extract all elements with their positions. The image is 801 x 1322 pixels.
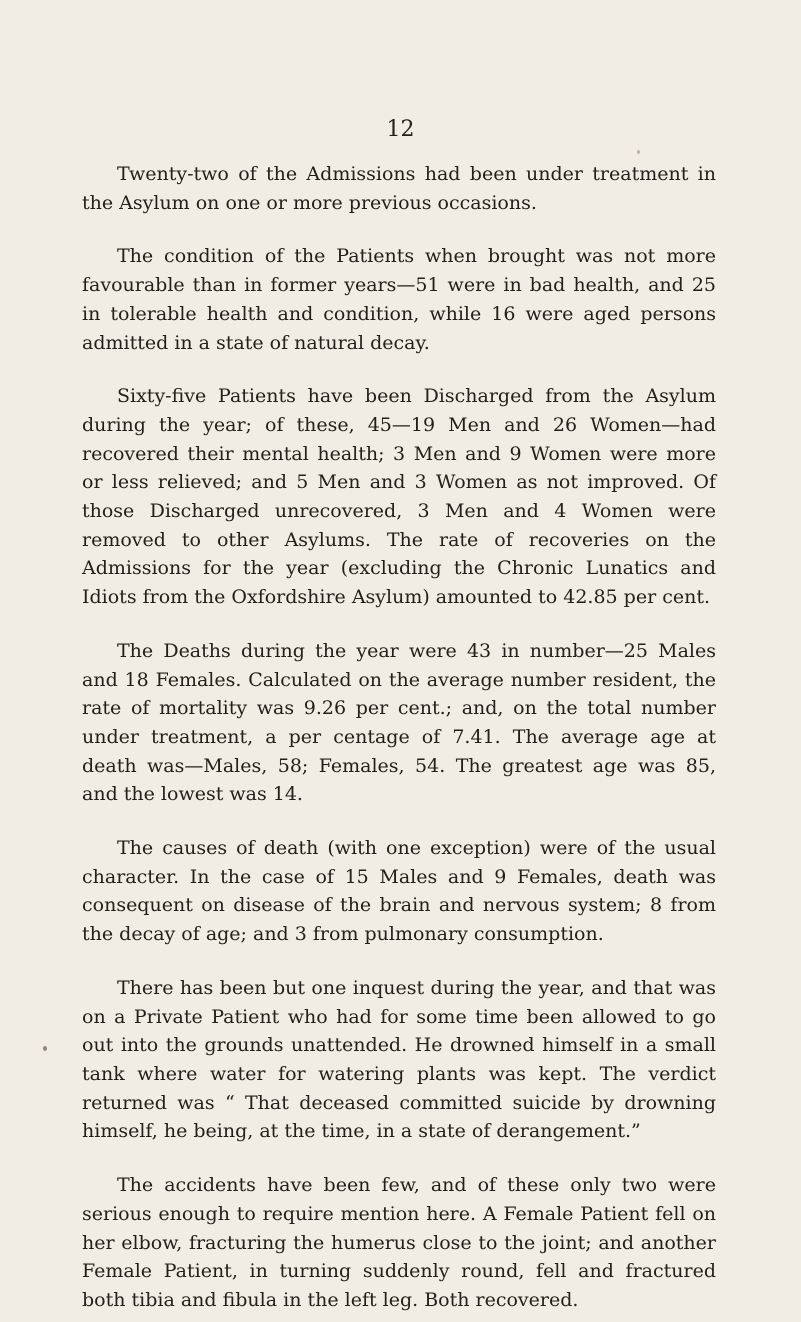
paragraph-discharges: Sixty-five Patients have been Discharged from the Asylum during the year; of these, 45—19 Men and 26 Women—had recovered their mental health; 3 Men and 9 Women were more or less relieved; and 5 Men and 3 Women as not improved. Of those Discharged unrecovered, 3 Men and 4 Women were removed to other Asylums. The rate of recoveries on the Admissions for the year (excluding the Chronic Lunatics and Idiots from the Oxfordshire Asylum) amounted to 42.85 per cent.: [82, 385, 716, 609]
paragraph-inquest: There has been but one inquest during the year, and that was on a Private Patient who had for some time been allowed to go out into the grounds unattended. He drowned himself in a small tank where water for watering plants was kept. The verdict returned was “ That deceased committed suicide by drowning himself, he being, at the time, in a state of derangement.”: [82, 976, 716, 1143]
paragraph-causes-of-death: The causes of death (with one exception) were of the usual character. In the case of 15 Males and 9 Females, death was consequent on disease of the brain and nervous system; 8 from the decay of age; and 3 from pulmonary consumption.: [82, 837, 716, 946]
paragraph-deaths: The Deaths during the year were 43 in number—25 Males and 18 Females. Calculated on the average number resident, the rate of mortality was 9.26 per cent.; and, on the total number under treatment, a per centage of 7.41. The average age at death was—Males, 58; Females, 54. The greatest age was 85, and the lowest was 14.: [82, 639, 716, 806]
paragraph-patient-condition: The condition of the Patients when brought was not more favourable than in former years—51 were in bad health, and 25 in tolerable health and condition, while 16 were aged persons admitted in a state of natural decay.: [82, 245, 716, 354]
paper-speck: [43, 1046, 47, 1051]
paragraph-readmissions: Twenty-two of the Admissions had been under treatment in the Asylum on one or more previous occasions.: [82, 163, 716, 214]
page-number: 12: [386, 117, 415, 142]
document-body: [82, 160, 716, 1315]
paper-speck: [637, 150, 640, 154]
paragraph-accidents: The accidents have been few, and of these only two were serious enough to require mention here. A Female Patient fell on her elbow, fracturing the humerus close to the joint; and another Female Patient, in turning suddenly round, fell and fractured both tibia and fibula in the left leg. Both recovered.: [82, 1174, 716, 1311]
